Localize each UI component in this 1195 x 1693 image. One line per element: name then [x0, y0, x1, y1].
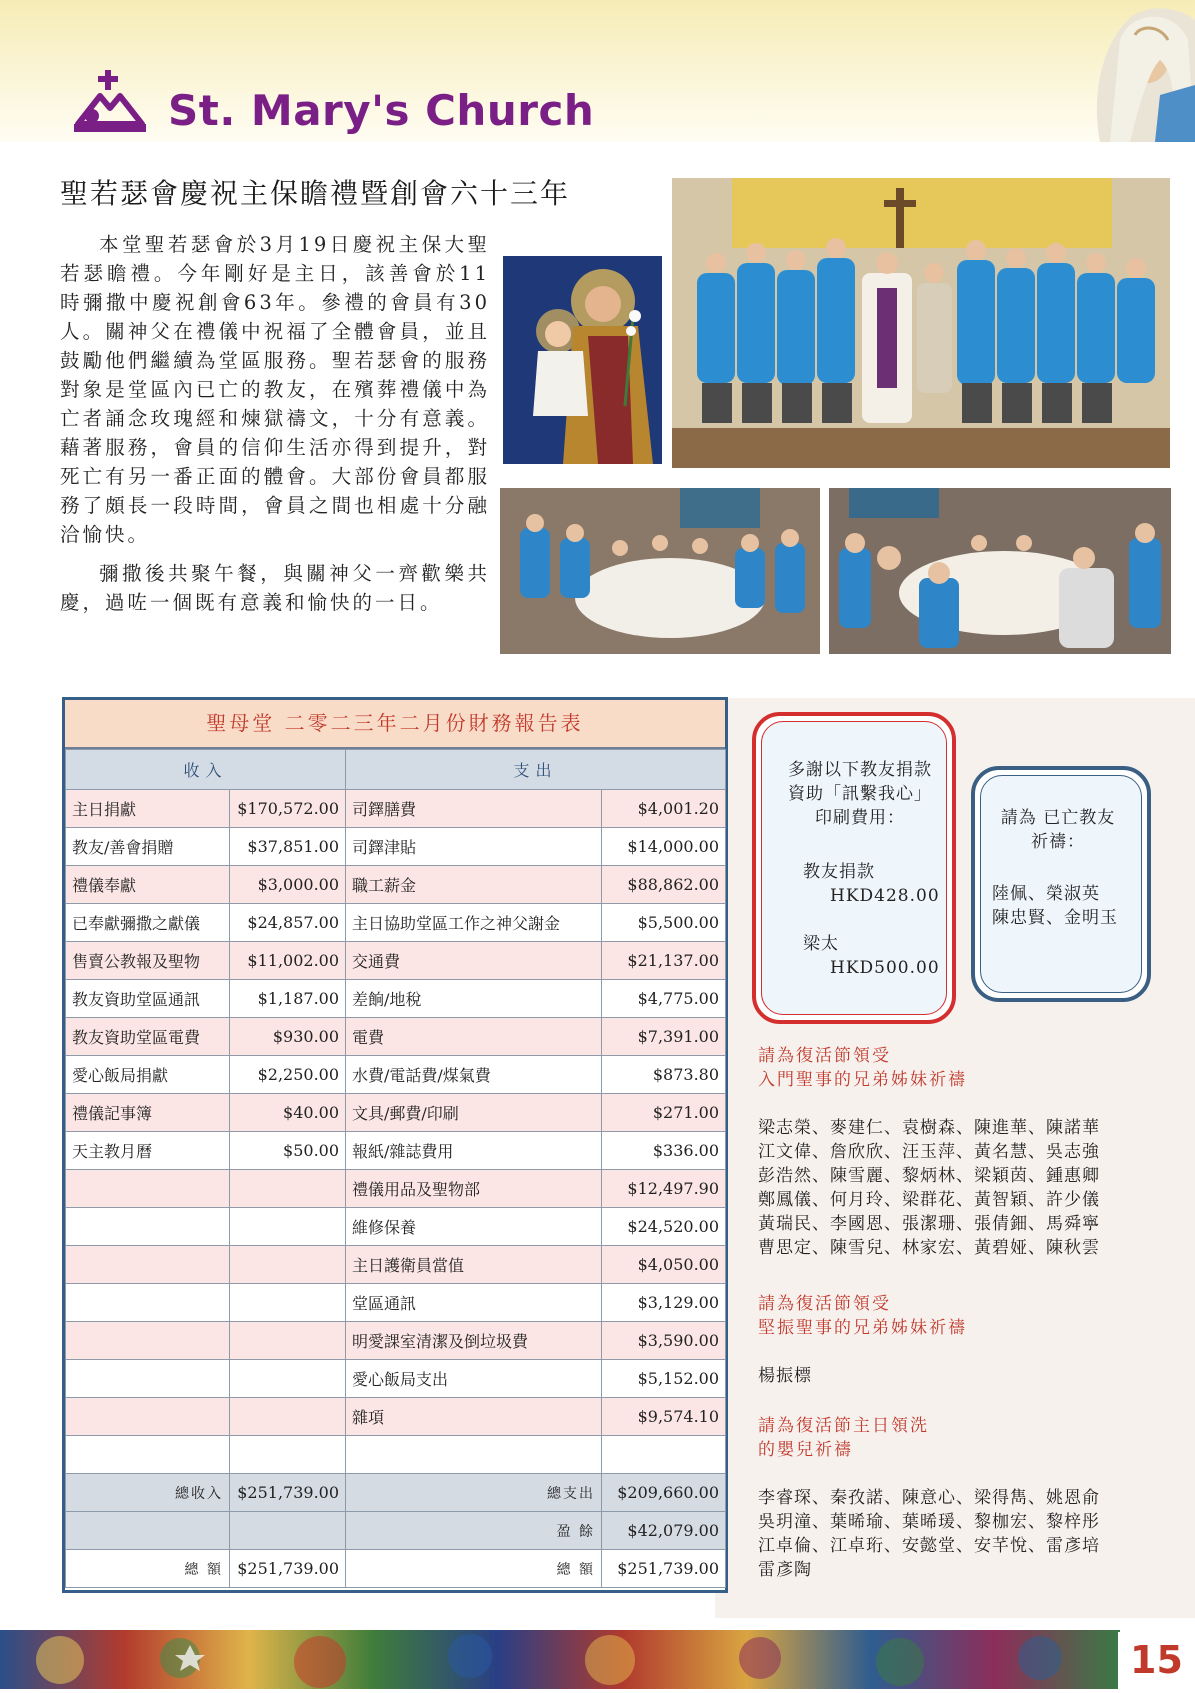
- income-item-amount: $1,187.00: [230, 980, 346, 1018]
- expense-item-label: 堂區通訊: [346, 1284, 602, 1322]
- prayer-heading-initiation: [758, 1044, 967, 1092]
- income-item-amount: $11,002.00: [230, 942, 346, 980]
- finance-table: [65, 749, 726, 1588]
- names-line: 鄭鳳儀、何月玲、梁群花、黃智穎、許少儀: [758, 1190, 1100, 1210]
- income-item-label: 禮儀奉獻: [66, 866, 230, 904]
- total-expense-value: $209,660.00: [602, 1474, 726, 1512]
- table-row: [66, 980, 726, 1018]
- table-row: [66, 1322, 726, 1360]
- expense-item-amount: $3,129.00: [602, 1284, 726, 1322]
- expense-item-label: [346, 1436, 602, 1474]
- expense-item-amount: $88,862.00: [602, 866, 726, 904]
- expense-item-amount: $24,520.00: [602, 1208, 726, 1246]
- prayer-names-initiation: [758, 1116, 1138, 1260]
- expense-item-amount: $4,001.20: [602, 790, 726, 828]
- income-item-amount: $40.00: [230, 1094, 346, 1132]
- prayer-heading-line: 請為復活節主日領洗: [758, 1416, 929, 1436]
- expense-item-amount: [602, 1436, 726, 1474]
- income-item-amount: [230, 1246, 346, 1284]
- totals-row: [66, 1474, 726, 1512]
- total-income-value: $251,739.00: [230, 1474, 346, 1512]
- prayer-names-baptism: [758, 1486, 1138, 1582]
- prayer-heading-confirmation: [758, 1292, 967, 1340]
- article-paragraph: 彌撒後共聚午餐，與關神父一齊歡樂共慶，過咗一個既有意義和愉快的一日。: [60, 562, 490, 614]
- donation-heading-line: 多謝以下教友捐款: [788, 760, 932, 780]
- income-item-amount: $930.00: [230, 1018, 346, 1056]
- expense-item-label: 文具/郵費/印刷: [346, 1094, 602, 1132]
- expense-item-amount: $873.80: [602, 1056, 726, 1094]
- income-item-amount: $2,250.00: [230, 1056, 346, 1094]
- group-photo: [672, 178, 1170, 468]
- prayer-heading-line: 請為復活節領受: [758, 1294, 891, 1314]
- empty-cell: [66, 1512, 230, 1550]
- expense-item-label: 主日護衛員當值: [346, 1246, 602, 1284]
- donor-1-amount: HKD428.00: [830, 886, 940, 906]
- table-row: [66, 1170, 726, 1208]
- income-item-label: [66, 1322, 230, 1360]
- prayer-heading-line: 的嬰兒祈禱: [758, 1440, 853, 1460]
- income-item-amount: $170,572.00: [230, 790, 346, 828]
- grand-total-right: $251,739.00: [602, 1550, 726, 1588]
- income-item-amount: [230, 1322, 346, 1360]
- expense-header: 支出: [346, 750, 726, 790]
- total-expense-label: 總支出: [346, 1474, 602, 1512]
- expense-item-amount: $12,497.90: [602, 1170, 726, 1208]
- expense-item-amount: $4,050.00: [602, 1246, 726, 1284]
- deceased-heading: [985, 806, 1131, 854]
- expense-item-label: 司鐸津貼: [346, 828, 602, 866]
- income-item-label: 教友資助堂區電費: [66, 1018, 230, 1056]
- table-row: [66, 904, 726, 942]
- deceased-names-line: 陸佩、榮淑英: [992, 884, 1100, 904]
- income-item-label: [66, 1246, 230, 1284]
- table-row: [66, 1208, 726, 1246]
- deceased-names: [992, 882, 1118, 930]
- surplus-value: $42,079.00: [602, 1512, 726, 1550]
- grand-total-label-left: 總 額: [66, 1550, 230, 1588]
- income-item-label: [66, 1360, 230, 1398]
- income-item-amount: [230, 1284, 346, 1322]
- table-row: [66, 1056, 726, 1094]
- virgin-mary-statue-image: [1060, 0, 1195, 142]
- grand-total-row: [66, 1550, 726, 1588]
- expense-item-label: 禮儀用品及聖物部: [346, 1170, 602, 1208]
- income-item-label: 教友資助堂區通訊: [66, 980, 230, 1018]
- page-number: 15: [1118, 1632, 1195, 1689]
- article-paragraph: 本堂聖若瑟會於3月19日慶祝主保大聖若瑟瞻禮。今年剛好是主日，該善會於11時彌撒中慶祝創會63年。參禮的會員有30人。關神父在禮儀中祝福了全體會員，並且鼓勵他們繼續為堂區服務。聖若瑟會的服務對象是堂區內已亡的教友，在殯葬禮儀中為亡者誦念玫瑰經和煉獄禱文，十分有意義。藉著服務，會員的信仰生活亦得到提升，對死亡有另一番正面的體會。大部份會員都服務了頗長一段時間，會員之間也相處十分融洽愉快。: [60, 233, 490, 546]
- donation-heading-line: 印刷費用：: [815, 808, 905, 828]
- table-row: [66, 790, 726, 828]
- table-row: [66, 1094, 726, 1132]
- expense-item-label: 交通費: [346, 942, 602, 980]
- grand-total-label-right: 總 額: [346, 1550, 602, 1588]
- names-line: 吳玥潼、葉晞瑜、葉晞瑗、黎枷宏、黎梓彤: [758, 1512, 1100, 1532]
- expense-item-label: 司鐸膳費: [346, 790, 602, 828]
- income-item-amount: [230, 1170, 346, 1208]
- income-item-label: 教友/善會捐贈: [66, 828, 230, 866]
- income-item-label: [66, 1170, 230, 1208]
- church-name: St. Mary's Church: [168, 86, 595, 135]
- income-item-label: [66, 1436, 230, 1474]
- income-item-label: 已奉獻彌撒之獻儀: [66, 904, 230, 942]
- names-line: 梁志榮、麥建仁、袁樹森、陳進華、陳諾華: [758, 1118, 1100, 1138]
- donation-heading: [770, 758, 950, 830]
- income-item-label: [66, 1284, 230, 1322]
- donation-heading-line: 資助「訊繫我心」: [788, 784, 932, 804]
- income-item-amount: $37,851.00: [230, 828, 346, 866]
- finance-report: [62, 697, 728, 1593]
- page-header: [0, 0, 1195, 142]
- stained-glass-footer: [0, 1630, 1120, 1689]
- income-item-amount: [230, 1208, 346, 1246]
- prayer-heading-line: 入門聖事的兄弟姊妹祈禱: [758, 1070, 967, 1090]
- table-row: [66, 1360, 726, 1398]
- surplus-row: [66, 1512, 726, 1550]
- expense-item-label: 愛心飯局支出: [346, 1360, 602, 1398]
- expense-item-label: 差餉/地稅: [346, 980, 602, 1018]
- expense-item-amount: $336.00: [602, 1132, 726, 1170]
- names-line: 江卓倫、江卓珩、安懿堂、安芊悅、雷彥培: [758, 1536, 1100, 1556]
- names-line: 楊振標: [758, 1366, 812, 1386]
- income-item-amount: $50.00: [230, 1132, 346, 1170]
- st-joseph-painting: [503, 256, 662, 464]
- expense-item-amount: $4,775.00: [602, 980, 726, 1018]
- table-row: [66, 1132, 726, 1170]
- prayer-heading-line: 堅振聖事的兄弟姊妹祈禱: [758, 1318, 967, 1338]
- deceased-heading-line: 祈禱：: [1031, 832, 1085, 852]
- income-item-label: 天主教月曆: [66, 1132, 230, 1170]
- names-line: 李睿琛、秦孜諾、陳意心、梁得雋、姚恩俞: [758, 1488, 1100, 1508]
- donor-2-name: 梁太: [803, 934, 839, 954]
- expense-item-amount: $5,500.00: [602, 904, 726, 942]
- income-item-label: 主日捐獻: [66, 790, 230, 828]
- table-row: [66, 942, 726, 980]
- expense-item-label: 報紙/雜誌費用: [346, 1132, 602, 1170]
- expense-item-amount: $271.00: [602, 1094, 726, 1132]
- names-line: 雷彥陶: [758, 1560, 812, 1580]
- income-item-label: [66, 1208, 230, 1246]
- expense-item-label: 維修保養: [346, 1208, 602, 1246]
- income-item-label: 禮儀記事簿: [66, 1094, 230, 1132]
- names-line: 彭浩然、陳雪麗、黎炳林、梁穎茵、鍾惠卿: [758, 1166, 1100, 1186]
- article-title: 聖若瑟會慶祝主保瞻禮暨創會六十三年: [60, 177, 571, 210]
- deceased-names-line: 陳忠賢、金明玉: [992, 908, 1118, 928]
- table-row: [66, 828, 726, 866]
- expense-item-label: 職工薪金: [346, 866, 602, 904]
- income-item-amount: $24,857.00: [230, 904, 346, 942]
- empty-cell: [230, 1512, 346, 1550]
- income-item-amount: $3,000.00: [230, 866, 346, 904]
- expense-item-label: 明愛課室清潔及倒垃圾費: [346, 1322, 602, 1360]
- donor-1-name: 教友捐款: [803, 862, 875, 882]
- expense-item-amount: $3,590.00: [602, 1322, 726, 1360]
- expense-item-label: 雜項: [346, 1398, 602, 1436]
- surplus-label: 盈 餘: [346, 1512, 602, 1550]
- table-row: [66, 1246, 726, 1284]
- names-line: 曹思定、陳雪兒、林家宏、黃碧娅、陳秋雲: [758, 1238, 1100, 1258]
- table-row: [66, 1436, 726, 1474]
- finance-title: 聖母堂 二零二三年二月份財務報告表: [65, 700, 725, 749]
- prayer-names-confirmation: [758, 1364, 1138, 1388]
- expense-item-label: 主日協助堂區工作之神父謝金: [346, 904, 602, 942]
- table-row: [66, 866, 726, 904]
- total-income-label: 總收入: [66, 1474, 230, 1512]
- expense-item-amount: $21,137.00: [602, 942, 726, 980]
- lunch-photo-1: [500, 488, 820, 654]
- article-body: [60, 230, 490, 627]
- expense-item-amount: $5,152.00: [602, 1360, 726, 1398]
- names-line: 黃瑞民、李國恩、張潔珊、張倩鈿、馬舜寧: [758, 1214, 1100, 1234]
- deceased-heading-line: 請為 已亡教友: [1000, 808, 1116, 828]
- table-header-row: [66, 750, 726, 790]
- income-header: 收入: [66, 750, 346, 790]
- expense-item-amount: $7,391.00: [602, 1018, 726, 1056]
- table-row: [66, 1018, 726, 1056]
- income-item-label: 售賣公教報及聖物: [66, 942, 230, 980]
- income-item-amount: [230, 1436, 346, 1474]
- expense-item-label: 水費/電話費/煤氣費: [346, 1056, 602, 1094]
- prayer-heading-baptism: [758, 1414, 929, 1462]
- income-item-amount: [230, 1398, 346, 1436]
- lunch-photo-2: [829, 488, 1171, 654]
- expense-item-label: 電費: [346, 1018, 602, 1056]
- income-item-amount: [230, 1360, 346, 1398]
- income-item-label: 愛心飯局捐獻: [66, 1056, 230, 1094]
- table-row: [66, 1398, 726, 1436]
- income-item-label: [66, 1398, 230, 1436]
- donor-2-amount: HKD500.00: [830, 958, 940, 978]
- names-line: 江文偉、詹欣欣、汪玉萍、黃名慧、吳志強: [758, 1142, 1100, 1162]
- expense-item-amount: $14,000.00: [602, 828, 726, 866]
- church-logo-icon: [74, 70, 146, 134]
- expense-item-amount: $9,574.10: [602, 1398, 726, 1436]
- prayer-heading-line: 請為復活節領受: [758, 1046, 891, 1066]
- table-row: [66, 1284, 726, 1322]
- grand-total-left: $251,739.00: [230, 1550, 346, 1588]
